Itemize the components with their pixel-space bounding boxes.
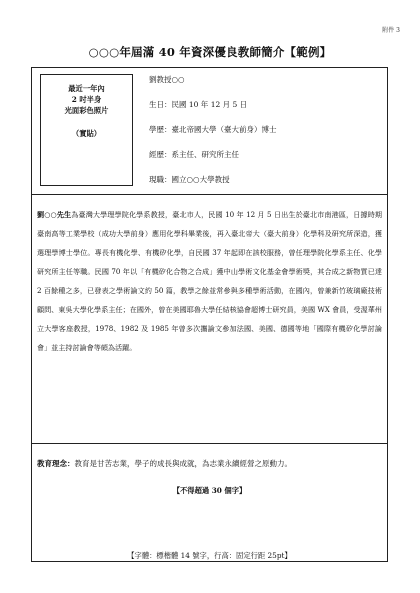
photo-paste-label: （實貼） (71, 129, 102, 138)
biography-body: 為臺灣大學理學院化學系教授，臺北市人，民國 10 年 12 月 5 日出生於臺北市南港區，日據時期臺南高等工業學校（成功大學前身）應用化學科畢業後，再入臺北帝大（臺大前身）化學科及研究所深造，獲選理學博士學位。專長有機化學、有機矽化學，自民國 37 年起即在該校服務，曾任理學院化學系主任、化學研究所主任等職。民國 70 年以「有機矽化合物之合成」獲中山學術文化基金會學術獎，其合成之新物質已達 2 百餘種之多，已發表之學術論文約 50 篇，教學之餘並常參與多種學術活動，在國內，曾兼新竹玻璃廠技術顧問、東吳大學化學系主任；在國外，曾在美國耶魯大學任結核協會超博士研究員，美國 WX 會員，受渥華州立大學客座教授，1978、1982 及 1985 年曾多次攜論文參加法國、美國、德國等地「國際有機矽化學討論會」並主持討論會等頗為活躍。 (37, 210, 383, 352)
attachment-label: 附件 3 (382, 27, 400, 34)
photo-line-2: 2 吋半身 (71, 95, 102, 104)
profile-experience: 經歷：系主任、研究所主任 (149, 150, 239, 159)
biography-format-note: 【字體：標楷體 14 號字，行高：固定行距 25pt】 (127, 551, 292, 560)
photo-placeholder (40, 74, 133, 186)
profile-header-row (32, 68, 387, 195)
profile-form (31, 67, 388, 562)
philosophy-limit-note: 【不得超過 30 個字】 (172, 486, 247, 495)
profile-birth: 生日：民國 10 年 12 月 5 日 (149, 100, 248, 109)
philosophy-body: 教育是甘苦志業，學子的成長與成就，為志業永續經營之原動力。 (74, 459, 292, 468)
philosophy-row (32, 443, 387, 513)
philosophy-label: 教育理念： (37, 459, 75, 468)
photo-line-1: 最近一年內 (68, 84, 105, 93)
biography-text (37, 205, 382, 357)
profile-info (149, 73, 277, 198)
philosophy-text (37, 458, 292, 469)
biography-name: 劉○○先生 (37, 210, 72, 219)
page-title: ○○○年屆滿 40 年資深優良教師簡介【範例】 (88, 45, 332, 59)
photo-line-3: 光面彩色照片 (64, 106, 109, 115)
profile-current-position: 現職：國立○○大學教授 (149, 175, 230, 184)
profile-name: 劉教授○○ (149, 75, 185, 84)
profile-education: 學歷：臺北帝國大學（臺大前身）博士 (149, 125, 277, 134)
